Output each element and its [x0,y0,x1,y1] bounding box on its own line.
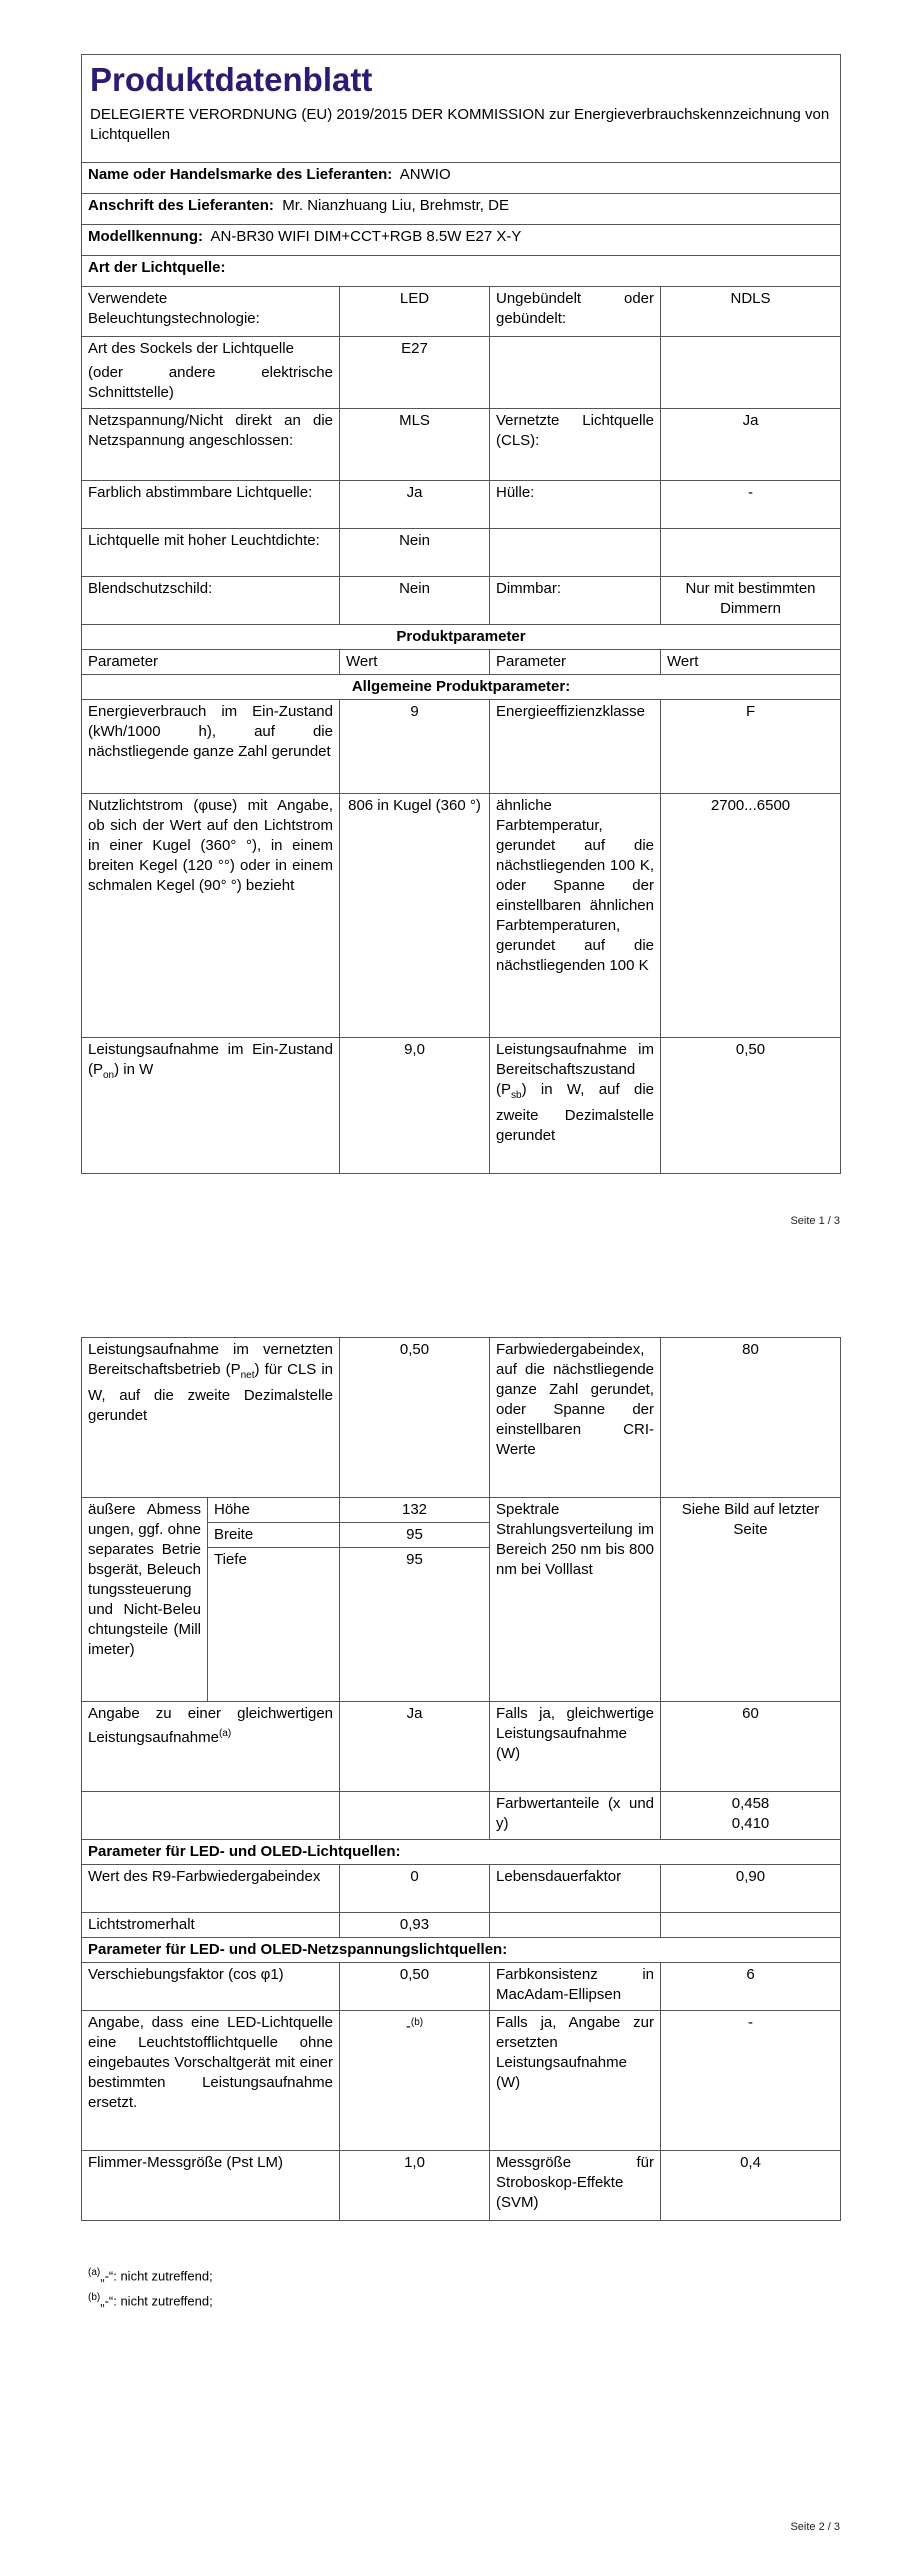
displacement-factor-label: Verschiebungsfaktor (cos φ1) [82,1963,340,2011]
datasheet-table-2 [81,1337,841,2221]
depth-label: Tiefe [208,1548,340,1702]
efficiency-class-label: Energieeffizienzklasse [490,700,661,794]
r9-value: 0 [340,1865,490,1913]
footnote-a-mark: (a) [88,2267,101,2278]
led-replacement-label: Angabe, dass eine LED-Lichtquelle eine Leuchtstofflichtquelle ohne eingebautes Vorschaltgerät mit einer bestimmten Leistungsaufnahme ersetzt. [82,2011,340,2151]
datasheet-page-1 [81,54,840,1174]
stroboscopic-label: Messgröße für Stroboskop-Effekte (SVM) [490,2151,661,2221]
envelope-value: - [661,481,841,529]
anti-glare-label: Blendschutzschild: [82,577,340,625]
spectral-label: Spektrale Strahlungsverteilung im Bereich 250 nm bis 800 nm bei Volllast [490,1498,661,1702]
colour-consistency-value: 6 [661,1963,841,2011]
supplier-name-value: ANWIO [399,166,451,183]
datasheet-table-1 [81,54,841,1174]
doc-subtitle: DELEGIERTE VERORDNUNG (EU) 2019/2015 DER KOMMISSION zur Energieverbrauchskennzeichnung von Lichtquellen [90,106,830,143]
doc-title: Produktdatenblatt [90,61,373,98]
directional-label: Ungebündelt oder gebündelt: [490,287,661,337]
general-params-heading: Allgemeine Produktparameter: [82,675,841,700]
height-value: 132 [340,1498,490,1523]
page-footer-1: Seite 1 / 3 [790,1215,840,1227]
efficiency-class-value: F [661,700,841,794]
empty-cell [661,529,841,577]
led-replacement-text: - [405,2018,411,2035]
empty-cell [661,337,841,409]
displacement-factor-value: 0,50 [340,1963,490,2011]
replaced-power-value: - [661,2011,841,2151]
footnote-a-text: „-“: nicht zutreffend; [100,2268,213,2284]
high-luminance-value: Nein [340,529,490,577]
led-params-heading: Parameter für LED- und OLED-Lichtquellen: [82,1840,841,1865]
page-2 [0,1256,905,2560]
flicker-value: 1,0 [340,2151,490,2221]
standby-power-text-end: ) in W, auf die zweite Dezimalstelle gerundet [496,1081,654,1144]
tunable-value: Ja [340,481,490,529]
empty-cell [490,1913,661,1938]
chromaticity-label: Farbwertanteile (x und y) [490,1792,661,1840]
dimmable-label: Dimmbar: [490,577,661,625]
footnotes [88,2262,213,2313]
luminous-flux-label: Nutzlichtstrom (φuse) mit Angabe, ob sich der Wert auf den Lichtstrom in einer Kugel (360° °), in einem breiten Kegel (120 °°) oder in einem schmalen Kegel (90° °) bezieht [82,794,340,1038]
equivalent-power-claim-text: Angabe zu einer gleichwertigen Leistungsaufnahme [88,1705,334,1746]
colour-consistency-label: Farbkonsistenz in MacAdam-Ellipsen [490,1963,661,2011]
col-header-value: Wert [340,650,490,675]
anti-glare-value: Nein [340,577,490,625]
on-mode-power-text: Leistungsaufnahme im Ein-Zustand (P [88,1041,333,1078]
cap-type-label-line2: (oder andere elektrische Schnittstelle) [88,364,333,401]
width-label: Breite [208,1523,340,1548]
cct-label: ähnliche Farbtemperatur, gerundet auf die nächstliegenden 100 K, oder Spanne der einstellbaren ähnlichen Farbtemperaturen, gerundet auf die nächstliegenden 100 K [490,794,661,1038]
flicker-label: Flimmer-Messgröße (Pst LM) [82,2151,340,2221]
lumen-maintenance-value: 0,93 [340,1913,490,1938]
energy-label: Energieverbrauch im Ein-Zustand (kWh/1000 h), auf die nächstliegende ganze Zahl gerundet [82,700,340,794]
cri-label: Farbwiedergabeindex, auf die nächstliegende ganze Zahl gerundet, oder Spanne der einstellbaren CRI-Werte [490,1338,661,1498]
tunable-label: Farblich abstimmbare Lichtquelle: [82,481,340,529]
model-value: AN-BR30 WIFI DIM+CCT+RGB 8.5W E27 X-Y [210,228,522,245]
networked-standby-sub: net [240,1370,255,1381]
luminous-flux-value: 806 in Kugel (360 °) [340,794,490,1038]
high-luminance-label: Lichtquelle mit hoher Leuchtdichte: [82,529,340,577]
col-header-value: Wert [661,650,841,675]
cap-type-label-line1: Art des Sockels der Lichtquelle [88,340,294,357]
cls-value: Ja [661,409,841,481]
standby-power-sub: sb [511,1090,522,1101]
networked-standby-value: 0,50 [340,1338,490,1498]
empty-cell [490,529,661,577]
page-footer-2: Seite 2 / 3 [790,2521,840,2533]
empty-cell [661,1913,841,1938]
cls-label: Vernetzte Lichtquelle (CLS): [490,409,661,481]
directional-value: NDLS [661,287,841,337]
cct-value: 2700...6500 [661,794,841,1038]
footnote-b-text: „-“: nicht zutreffend; [100,2293,213,2309]
technology-value: LED [340,287,490,337]
supplier-address-row [82,194,841,225]
model-label: Modellkennung: [88,228,203,245]
mains-label: Netzspannung/Nicht direkt an die Netzspannung angeschlossen: [82,409,340,481]
survival-factor-label: Lebensdauerfaktor [490,1865,661,1913]
on-mode-power-text-end: ) in W [114,1061,154,1078]
standby-power-label [490,1038,661,1174]
cri-value: 80 [661,1338,841,1498]
standby-power-value: 0,50 [661,1038,841,1174]
supplier-name-label: Name oder Handelsmarke des Lieferanten: [88,166,393,183]
on-mode-power-value: 9,0 [340,1038,490,1174]
spectral-value: Siehe Bild auf letzter Seite [661,1498,841,1702]
supplier-address-value: Mr. Nianzhuang Liu, Brehmstr, DE [282,197,509,214]
empty-cell [340,1792,490,1840]
cap-type-label [82,337,340,409]
cap-type-value: E27 [340,337,490,409]
standby-power-text: Leistungsaufnahme im Bereitschaftszustand (P [496,1041,654,1098]
dimmable-value: Nur mit bestimmten Dimmern [661,577,841,625]
lumen-maintenance-label: Lichtstromerhalt [82,1913,340,1938]
equivalent-power-value: 60 [661,1702,841,1792]
depth-value: 95 [340,1548,490,1702]
networked-standby-label [82,1338,340,1498]
equivalent-power-claim-label [82,1702,340,1792]
title-cell [82,55,841,163]
footnote-b [88,2287,213,2312]
supplier-address-label: Anschrift des Lieferanten: [88,197,274,214]
energy-value: 9 [340,700,490,794]
replaced-power-label: Falls ja, Angabe zur ersetzten Leistungsaufnahme (W) [490,2011,661,2151]
equivalent-power-claim-value: Ja [340,1702,490,1792]
height-label: Höhe [208,1498,340,1523]
mains-value: MLS [340,409,490,481]
envelope-label: Hülle: [490,481,661,529]
empty-cell [490,337,661,409]
chromaticity-value [661,1792,841,1840]
supplier-name-row [82,163,841,194]
stroboscopic-value: 0,4 [661,2151,841,2221]
art-heading: Art der Lichtquelle: [82,256,841,287]
networked-standby-text: Leistungsaufnahme im vernetzten Bereitschaftsbetrieb (P [88,1341,334,1378]
empty-cell [82,1792,340,1840]
on-mode-power-label [82,1038,340,1174]
page-1 [0,0,905,1256]
led-replacement-value [340,2011,490,2151]
dimensions-label: äußere Abmessungen, ggf. ohne separates Betriebsgerät, Beleuchtungssteuerung und Nicht-Beleuchtungsteile (Millimeter) [82,1498,208,1702]
equivalent-power-claim-sup: (a) [218,1728,232,1739]
technology-label: Verwendete Beleuchtungstechnologie: [82,287,340,337]
model-row [82,225,841,256]
r9-label: Wert des R9-Farbwiedergabeindex [82,1865,340,1913]
footnote-b-mark: (b) [88,2292,101,2304]
chromaticity-x: 0,458 [731,1795,770,1812]
networked-standby-text-end: ) für CLS in W, auf die zweite Dezimalstelle gerundet [88,1361,334,1424]
width-value: 95 [340,1523,490,1548]
datasheet-page-2 [81,1337,840,2221]
footnote-a [88,2262,213,2287]
col-header-param: Parameter [82,650,340,675]
chromaticity-y: 0,410 [731,1815,770,1832]
mains-params-heading: Parameter für LED- und OLED-Netzspannungslichtquellen: [82,1938,841,1963]
survival-factor-value: 0,90 [661,1865,841,1913]
led-replacement-sup: (b) [410,2017,424,2028]
params-heading: Produktparameter [82,625,841,650]
col-header-param: Parameter [490,650,661,675]
equivalent-power-label: Falls ja, gleichwertige Leistungsaufnahme (W) [490,1702,661,1792]
on-mode-power-sub: on [103,1070,115,1081]
